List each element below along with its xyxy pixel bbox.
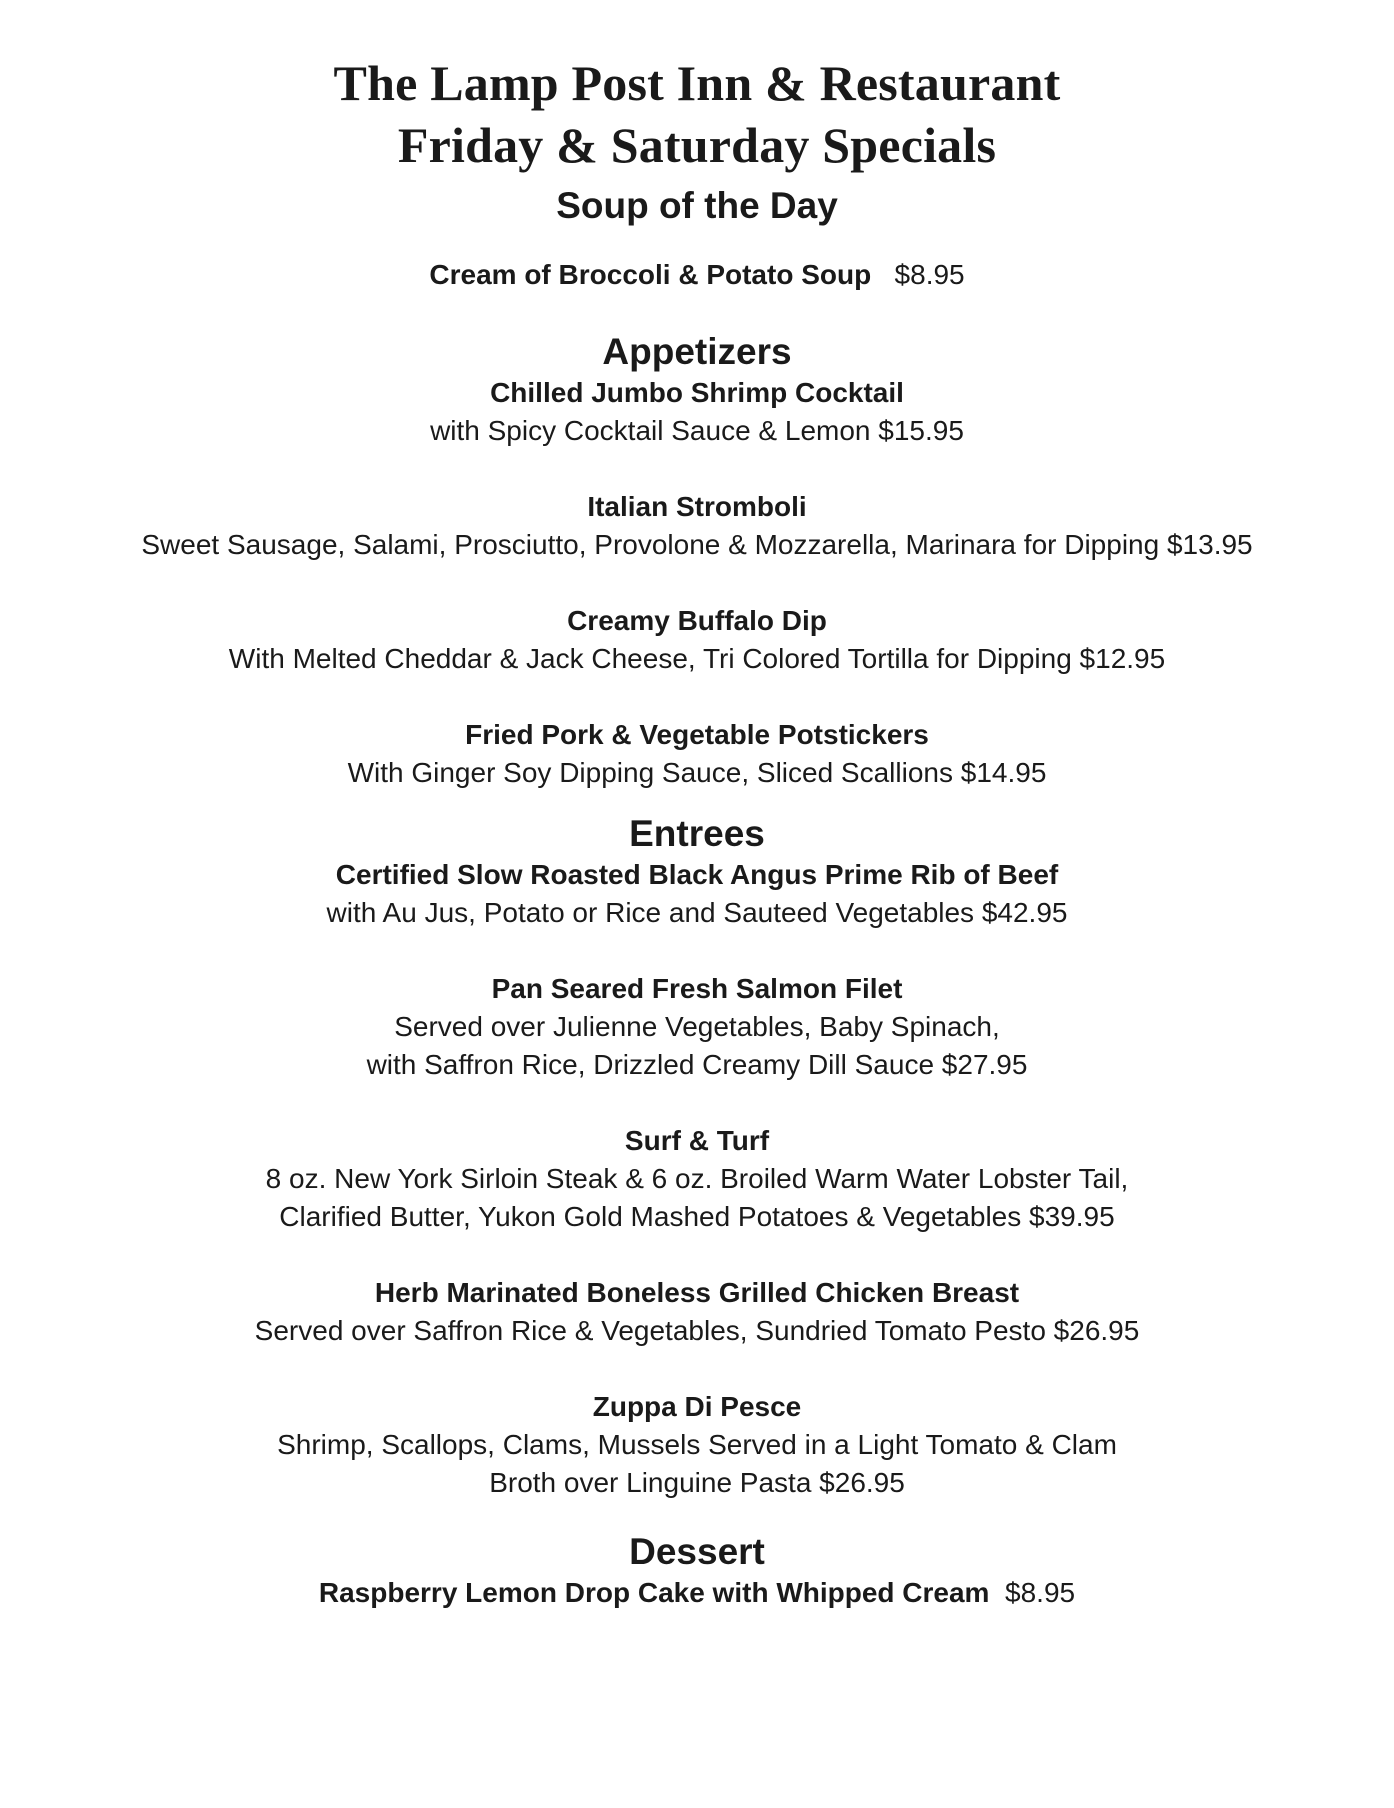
appetizer-name: Creamy Buffalo Dip	[567, 605, 827, 636]
appetizer-desc: With Ginger Soy Dipping Sauce, Sliced Scallions $14.95	[347, 757, 1047, 788]
entree-item	[0, 856, 1394, 932]
entrees-heading: Entrees	[629, 813, 765, 854]
appetizer-name: Italian Stromboli	[587, 491, 807, 522]
appetizer-item	[0, 374, 1394, 450]
specials-title: Friday & Saturday Specials	[397, 117, 997, 173]
dessert-item-name: Raspberry Lemon Drop Cake with Whipped Cream	[318, 1577, 990, 1608]
soup-item	[0, 256, 1394, 294]
appetizer-name: Fried Pork & Vegetable Potstickers	[465, 719, 929, 750]
entree-name: Surf & Turf	[624, 1125, 770, 1156]
entree-desc: Served over Saffron Rice & Vegetables, Sundried Tomato Pesto $26.95	[254, 1315, 1140, 1346]
entree-desc: 8 oz. New York Sirloin Steak & 6 oz. Broiled Warm Water Lobster Tail,	[265, 1163, 1129, 1194]
entree-name: Pan Seared Fresh Salmon Filet	[491, 973, 903, 1004]
entree-name: Herb Marinated Boneless Grilled Chicken Breast	[374, 1277, 1020, 1308]
soup-item-price: $8.95	[894, 259, 965, 290]
appetizer-item	[0, 716, 1394, 792]
restaurant-title: The Lamp Post Inn & Restaurant	[333, 55, 1061, 111]
entree-desc: Clarified Butter, Yukon Gold Mashed Potatoes & Vegetables $39.95	[279, 1201, 1115, 1232]
entree-desc: Shrimp, Scallops, Clams, Mussels Served in a Light Tomato & Clam	[277, 1429, 1117, 1460]
appetizer-item	[0, 602, 1394, 678]
appetizer-name: Chilled Jumbo Shrimp Cocktail	[490, 377, 904, 408]
entree-item	[0, 1274, 1394, 1350]
entree-desc: with Au Jus, Potato or Rice and Sauteed Vegetables $42.95	[326, 897, 1068, 928]
appetizer-item	[0, 488, 1394, 564]
dessert-item-price: $8.95	[1005, 1577, 1076, 1608]
entree-desc: Broth over Linguine Pasta $26.95	[489, 1467, 905, 1498]
appetizers-heading: Appetizers	[602, 331, 792, 372]
entree-name: Certified Slow Roasted Black Angus Prime Rib of Beef	[335, 859, 1059, 890]
appetizer-desc: Sweet Sausage, Salami, Prosciutto, Provolone & Mozzarella, Marinara for Dipping $13.95	[141, 529, 1253, 560]
appetizer-desc: With Melted Cheddar & Jack Cheese, Tri Colored Tortilla for Dipping $12.95	[228, 643, 1166, 674]
dessert-heading: Dessert	[629, 1531, 765, 1572]
entree-item	[0, 970, 1394, 1084]
appetizer-desc: with Spicy Cocktail Sauce & Lemon $15.95	[430, 415, 964, 446]
soup-heading: Soup of the Day	[556, 185, 838, 226]
entree-name: Zuppa Di Pesce	[592, 1391, 802, 1422]
dessert-item	[0, 1574, 1394, 1612]
entree-item	[0, 1388, 1394, 1502]
entree-desc: Served over Julienne Vegetables, Baby Spinach,	[394, 1011, 1000, 1042]
entree-desc: with Saffron Rice, Drizzled Creamy Dill Sauce $27.95	[366, 1049, 1028, 1080]
soup-item-name: Cream of Broccoli & Potato Soup	[429, 259, 872, 290]
entree-item	[0, 1122, 1394, 1236]
